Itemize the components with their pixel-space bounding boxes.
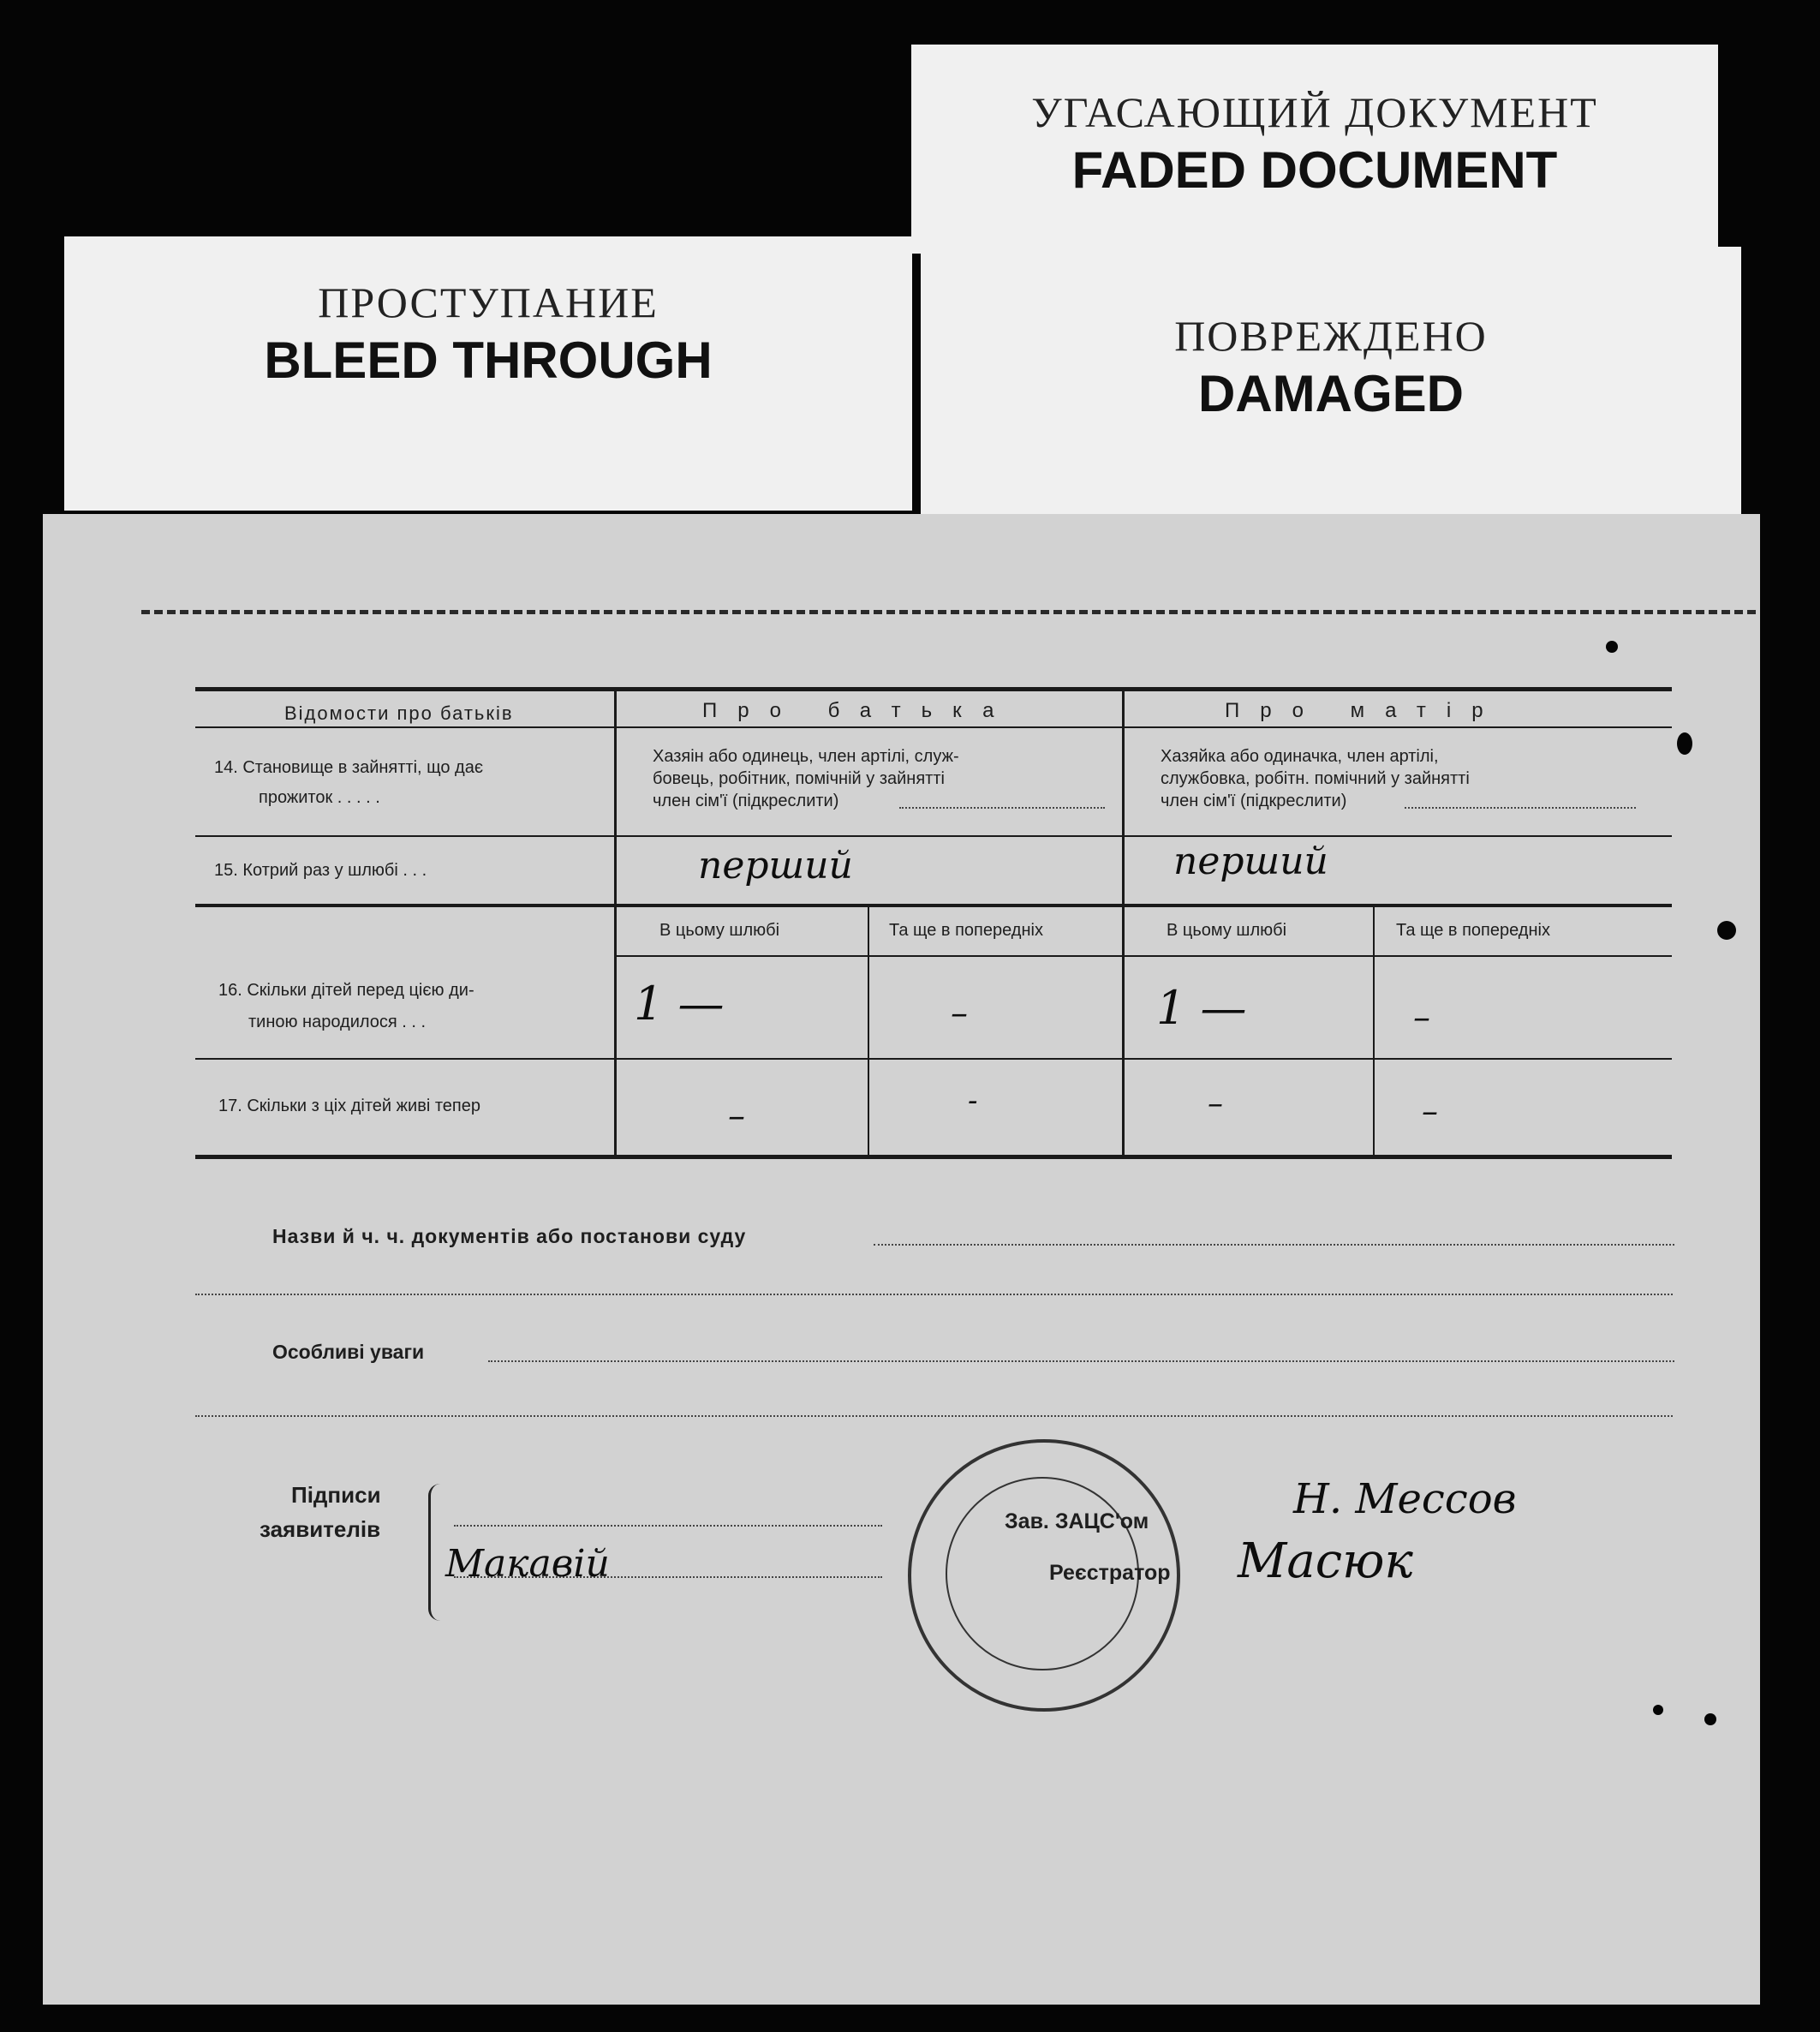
subheader-this-marriage-father: В цьому шлюбі xyxy=(659,921,780,940)
row16-value-father-this: 1 — xyxy=(634,977,725,1031)
col-divider-3 xyxy=(868,907,869,1156)
row16-value-father-prev: – xyxy=(951,994,968,1033)
table-bottom-rule xyxy=(195,1155,1672,1159)
row14-mother-line2: службовка, робітн. помічний у зайнятті xyxy=(1161,769,1470,788)
subheader-previous-mother: Та ще в попередніх xyxy=(1396,921,1550,940)
row17-label: 17. Скільки з ціх дітей живі тепер xyxy=(218,1097,480,1115)
damaged-label-en: DAMAGED xyxy=(1198,365,1464,422)
notes-field-line-2 xyxy=(195,1415,1673,1417)
col-divider-4 xyxy=(1373,907,1375,1156)
header-rule xyxy=(195,726,1672,728)
header-mother: Про матір xyxy=(1225,699,1504,722)
bleed-through-label xyxy=(64,236,912,511)
col-divider-1 xyxy=(614,691,617,1156)
row16-value-mother-this: 1 — xyxy=(1156,981,1247,1035)
head-label: Зав. ЗАЦС'ом xyxy=(1005,1509,1149,1533)
faded-document-label xyxy=(911,45,1718,254)
head-signature: Н. Мессов xyxy=(1293,1475,1517,1523)
table-top-rule xyxy=(195,687,1672,691)
damage-hole xyxy=(1704,1713,1716,1725)
row17-value-mother-prev: – xyxy=(1422,1092,1438,1130)
row15-mother-value: перший xyxy=(1173,840,1328,883)
row16-value-mother-prev: – xyxy=(1413,998,1430,1037)
damage-hole xyxy=(1653,1705,1663,1715)
row17-value-father-prev: - xyxy=(968,1084,978,1118)
registrar-label: Реєстратор xyxy=(1049,1561,1171,1585)
applicant-signature-line-1 xyxy=(454,1525,882,1527)
row14-father-line1: Хазяін або одинець, член артілі, служ- xyxy=(653,747,959,766)
notes-field-line xyxy=(488,1360,1674,1362)
damaged-label xyxy=(921,247,1741,521)
row14-rule xyxy=(195,835,1672,837)
applicant-signature: Макавій xyxy=(445,1542,610,1586)
row16-rule xyxy=(195,1058,1672,1060)
subheader-rule xyxy=(617,955,1672,957)
col-divider-2 xyxy=(1122,691,1125,1156)
signature-brace xyxy=(428,1484,443,1621)
bleed-label-ru: ПРОСТУПАНИЕ xyxy=(318,278,659,326)
registrar-signature: Масюк xyxy=(1238,1533,1413,1589)
row14-label: 14. Становище в зайнятті, що дає xyxy=(214,758,484,777)
document-sheet xyxy=(43,514,1760,2005)
damage-hole xyxy=(1717,921,1736,940)
row17-value-father-this: – xyxy=(728,1097,745,1136)
damage-hole xyxy=(1677,732,1692,755)
row15-father-value: перший xyxy=(698,844,853,888)
row14-father-line3: член сім'ї (підкреслити) xyxy=(653,792,839,810)
row14-mother-dots xyxy=(1405,807,1636,809)
row14-father-dots xyxy=(899,807,1105,809)
bleed-label-en: BLEED THROUGH xyxy=(264,332,713,389)
row14-mother-line3: член сім'ї (підкреслити) xyxy=(1161,792,1347,810)
faded-label-ru: УГАСАЮЩИЙ ДОКУМЕНТ xyxy=(1031,88,1598,136)
row16-label-cont: тиною народилося . . . xyxy=(248,1013,427,1031)
faded-label-en: FADED DOCUMENT xyxy=(1071,141,1558,199)
documents-field-label: Назви й ч. ч. документів або постанови суду xyxy=(272,1225,747,1247)
applicants-signatures-label: Підписи xyxy=(291,1482,381,1508)
row14-father-line2: бовець, робітник, помічній у зайнятті xyxy=(653,769,945,788)
subheader-previous-father: Та ще в попередніх xyxy=(889,921,1043,940)
header-parents-info: Відомости про батьків xyxy=(284,702,514,724)
damage-hole xyxy=(1606,641,1618,653)
damaged-label-ru: ПОВРЕЖДЕНО xyxy=(1174,312,1488,360)
documents-field-line-2 xyxy=(195,1294,1673,1295)
documents-field-line xyxy=(874,1244,1674,1246)
header-father: Про батька xyxy=(702,699,1015,722)
subheader-this-marriage-mother: В цьому шлюбі xyxy=(1167,921,1287,940)
row16-label: 16. Скільки дітей перед цією ди- xyxy=(218,981,474,1000)
row17-value-mother-this: – xyxy=(1208,1086,1223,1121)
applicants-signatures-label-2: заявителів xyxy=(260,1516,381,1542)
row14-mother-line1: Хазяйка або одиначка, член артілі, xyxy=(1161,747,1439,766)
row14-label-cont: прожиток . . . . . xyxy=(259,788,380,807)
row15-rule xyxy=(195,904,1672,907)
perforation-line xyxy=(141,610,1756,614)
notes-field-label: Особливі уваги xyxy=(272,1341,425,1363)
row15-label: 15. Котрий раз у шлюбі . . . xyxy=(214,861,427,880)
